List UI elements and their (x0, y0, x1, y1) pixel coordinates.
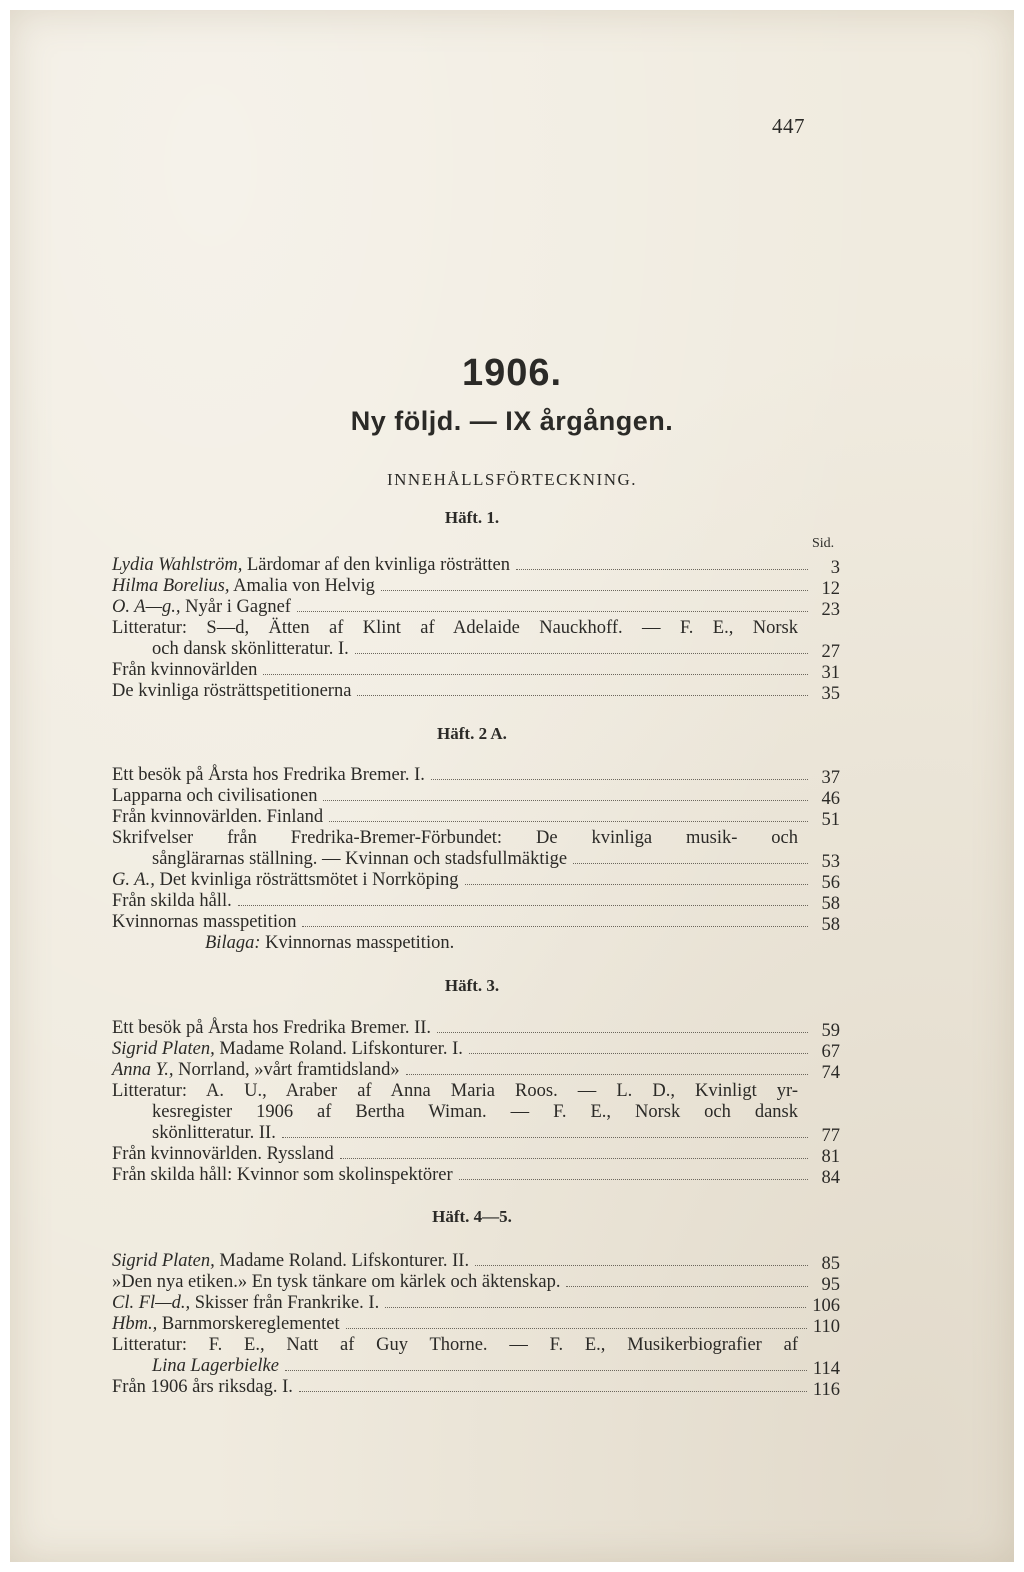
toc-entry-line: Litteratur: F. E., Natt af Guy Thorne. — F. E., Musikerbiografier af (112, 1335, 798, 1355)
toc-title: INNEHÅLLSFÖRTECKNING. (386, 470, 638, 489)
toc-entry: Ett besök på Årsta hos Fredrika Bremer. I. 37 (112, 765, 840, 788)
toc-entry: O. A—g., Nyår i Gagnef 23 (112, 597, 840, 620)
toc-entry: G. A., Det kvinliga rösträttsmötet i Norrköping 56 (112, 870, 840, 893)
section-heading: Häft. 4—5. (432, 1207, 512, 1226)
toc-entry-line: kesregister 1906 af Bertha Wiman. — F. E., Norsk och dansk (152, 1102, 798, 1122)
toc-entry: Ett besök på Årsta hos Fredrika Bremer. II. 59 (112, 1018, 840, 1041)
series-title: Ny följd. — IX årgången. (350, 406, 674, 436)
toc-entry: Lina Lagerbielke 114 (152, 1356, 840, 1379)
toc-entry: Hilma Borelius, Amalia von Helvig 12 (112, 576, 840, 599)
toc-entry: Lydia Wahlström, Lärdomar af den kvinliga rösträtten 3 (112, 555, 840, 578)
toc-entry: Sigrid Platen, Madame Roland. Lifskonturer. II. 85 (112, 1251, 840, 1274)
section-heading: Häft. 3. (444, 976, 500, 995)
toc-entry: Kvinnornas masspetition 58 (112, 912, 840, 935)
volume-year: 1906. (461, 352, 563, 394)
toc-entry: Från kvinnovärlden 31 (112, 660, 840, 683)
toc-entry: Från skilda håll. 58 (112, 891, 840, 914)
page-number: 447 (772, 114, 805, 138)
toc-entry: Från skilda håll: Kvinnor som skolinspektörer 84 (112, 1165, 840, 1188)
toc-entry: Cl. Fl—d., Skisser från Frankrike. I. 106 (112, 1293, 840, 1316)
bilaga-line: Bilaga: Kvinnornas masspetition. (205, 933, 455, 953)
toc-entry: Från 1906 års riksdag. I. 116 (112, 1377, 840, 1400)
toc-entry: »Den nya etiken.» En tysk tänkare om kärlek och äktenskap. 95 (112, 1272, 840, 1295)
toc-entry: och dansk skönlitteratur. I. 27 (152, 639, 840, 662)
toc-entry: Sigrid Platen, Madame Roland. Lifskonturer. I. 67 (112, 1039, 840, 1062)
toc-entry-line: Skrifvelser från Fredrika-Bremer-Förbundet: De kvinliga musik- och (112, 828, 798, 848)
toc-entry: sånglärarnas ställning. — Kvinnan och stadsfullmäktige 53 (152, 849, 840, 872)
section-heading: Häft. 1. (444, 508, 500, 527)
sid-label: Sid. (812, 536, 835, 551)
toc-entry: Lapparna och civilisationen 46 (112, 786, 840, 809)
toc-entry: skönlitteratur. II. 77 (152, 1123, 840, 1146)
toc-entry: De kvinliga rösträttspetitionerna 35 (112, 681, 840, 704)
toc-entry: Från kvinnovärlden. Finland 51 (112, 807, 840, 830)
toc-entry-line: Litteratur: A. U., Araber af Anna Maria Roos. — L. D., Kvinligt yr- (112, 1081, 798, 1101)
section-heading: Häft. 2 A. (437, 724, 507, 743)
toc-entry: Hbm., Barnmorskereglementet 110 (112, 1314, 840, 1337)
toc-entry-line: Litteratur: S—d, Ätten af Klint af Adelaide Nauckhoff. — F. E., Norsk (112, 618, 798, 638)
toc-entry: Anna Y., Norrland, »vårt framtidsland» 74 (112, 1060, 840, 1083)
toc-entry: Från kvinnovärlden. Ryssland 81 (112, 1144, 840, 1167)
